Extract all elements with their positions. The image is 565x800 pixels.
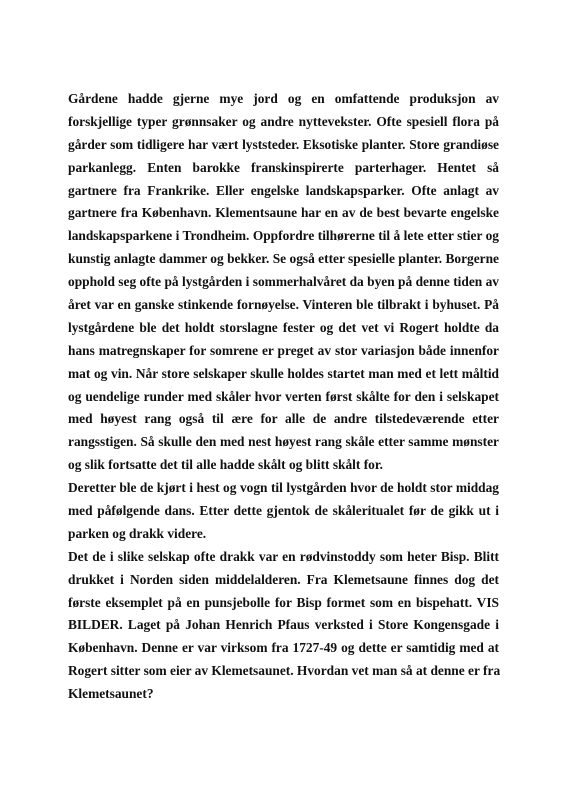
text-line: med påfølgende dans. Etter dette gjentok de skåleritualet før de gikk ut i: [68, 503, 499, 519]
text-line: Gårdene hadde gjerne mye jord og en omfattende produksjon av: [68, 91, 499, 106]
text-line: drukket i Norden siden middelalderen. Fra Klemetsaune finnes dog det: [68, 571, 499, 587]
text-line: parkanlegg. Enten barokke franskinspirerte parterhager. Hentet så: [68, 159, 499, 175]
text-line: opphold seg ofte på lystgården i sommerhalvåret da byen på denne tiden av: [68, 274, 499, 290]
text-line: forskjellige typer grønnsaker og andre nyttevekster. Ofte spesiell flora på: [68, 113, 499, 129]
text-line: og uendelige runder med skåler hvor verten først skålte for den i selskapet: [68, 388, 499, 404]
text-line: Klemetsaunet?: [68, 686, 154, 702]
text-line: Det de i slike selskap ofte drakk var en rødvinstoddy som heter Bisp. Blitt: [68, 548, 499, 564]
paragraph: [68, 546, 499, 706]
text-line: Deretter ble de kjørt i hest og vogn til lystgården hvor de holdt stor middag: [68, 480, 499, 496]
text-line: Rogert sitter som eier av Klemetsaunet. Hvordan vet man så at denne er fra: [68, 663, 501, 679]
text-line: lystgårdene ble det holdt storslagne fester og det vet vi Rogert holdte da: [68, 319, 499, 335]
text-line: gårder som tidligere har vært lyststeder. Eksotiske planter. Store grandiøse: [68, 136, 499, 152]
text-line: første eksemplet på en punsjebolle for Bisp formet som en bispehatt. VIS: [68, 594, 499, 610]
text-line: parken og drakk videre.: [68, 525, 207, 541]
body-text: [68, 88, 499, 706]
text-line: kunstig anlagte dammer og bekker. Se også etter spesielle planter. Borgerne: [68, 251, 499, 267]
text-line: gartnere fra København. Klementsaune har en av de best bevarte engelske: [68, 205, 499, 221]
paragraph: [68, 88, 499, 477]
text-line: året var en ganske stinkende fornøyelse. Vinteren ble tilbrakt i byhuset. På: [68, 297, 499, 313]
text-line: med høyest rang også til ære for alle de andre tilstedeværende etter: [68, 411, 499, 427]
text-line: gartnere fra Frankrike. Eller engelske landskapsparker. Ofte anlagt av: [68, 182, 499, 198]
text-line: BILDER. Laget på Johan Henrich Pfaus verksted i Store Kongensgade i: [68, 617, 499, 633]
paragraph: [68, 477, 499, 546]
text-line: mat og vin. Når store selskaper skulle holdes startet man med et lett måltid: [68, 365, 499, 381]
text-line: landskapsparkene i Trondheim. Oppfordre tilhørerne til å lete etter stier og: [68, 228, 499, 244]
text-line: rangsstigen. Så skulle den med nest høyest rang skåle etter samme mønster: [68, 434, 499, 450]
text-line: hans matregnskaper for somrene er preget av stor variasjon både innenfor: [68, 342, 499, 358]
text-line: og slik fortsatte det til alle hadde skålt og blitt skålt for.: [68, 457, 383, 473]
text-line: København. Denne er var virksom fra 1727-49 og dette er samtidig med at: [68, 640, 499, 656]
